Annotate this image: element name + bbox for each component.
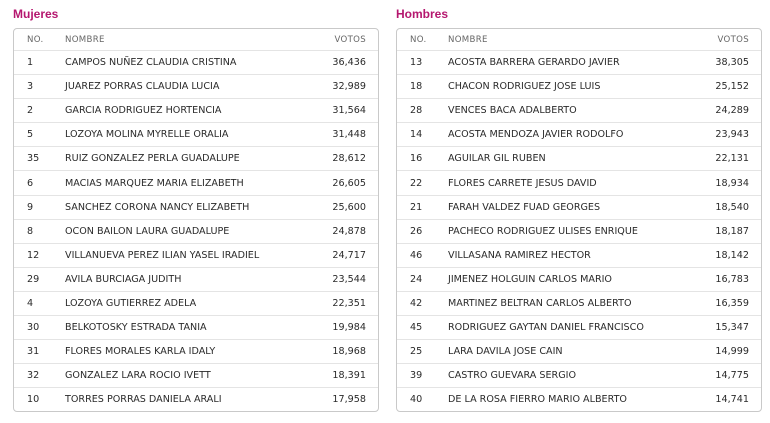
table-row: [14, 363, 378, 387]
candidate-votes: 14,741: [715, 394, 749, 406]
candidate-votes: 14,999: [715, 346, 749, 358]
candidate-name: AVILA BURCIAGA JUDITH: [65, 273, 182, 285]
candidate-number: 5: [27, 129, 34, 141]
table-row: [14, 74, 378, 98]
candidate-name: FLORES CARRETE JESUS DAVID: [448, 177, 597, 189]
candidate-votes: 38,305: [715, 57, 749, 69]
table-row: [397, 339, 761, 363]
column-header-nombre: NOMBRE: [65, 34, 105, 45]
table-row: [397, 195, 761, 219]
candidate-number: 32: [27, 370, 40, 382]
candidate-name: TORRES PORRAS DANIELA ARALI: [65, 394, 222, 406]
candidate-name: JIMENEZ HOLGUIN CARLOS MARIO: [448, 273, 612, 285]
table-row: [14, 50, 378, 74]
table-row: [397, 170, 761, 194]
candidate-votes: 25,152: [715, 81, 749, 93]
candidate-votes: 19,984: [332, 322, 366, 334]
candidate-votes: 28,612: [332, 153, 366, 165]
candidate-name: ACOSTA MENDOZA JAVIER RODOLFO: [448, 129, 624, 141]
table-row: [397, 50, 761, 74]
candidate-number: 26: [410, 225, 423, 237]
candidate-number: 18: [410, 81, 423, 93]
table-row: [14, 122, 378, 146]
table-row: [14, 98, 378, 122]
candidate-number: 31: [27, 346, 40, 358]
candidate-number: 46: [410, 249, 423, 261]
mujeres-panel: [13, 0, 379, 412]
candidate-votes: 31,564: [332, 105, 366, 117]
candidate-votes: 16,783: [715, 273, 749, 285]
candidate-name: FARAH VALDEZ FUAD GEORGES: [448, 201, 601, 213]
candidate-votes: 18,934: [715, 177, 749, 189]
hombres-table-header: [397, 29, 761, 50]
candidate-name: VILLASANA RAMIREZ HECTOR: [448, 249, 591, 261]
mujeres-table-header: [14, 29, 378, 50]
candidate-name: CASTRO GUEVARA SERGIO: [448, 370, 577, 382]
column-header-votos: VOTOS: [717, 34, 749, 45]
candidate-name: CAMPOS NUÑEZ CLAUDIA CRISTINA: [65, 57, 237, 69]
table-row: [397, 219, 761, 243]
table-row: [14, 315, 378, 339]
candidate-name: SANCHEZ CORONA NANCY ELIZABETH: [65, 201, 250, 213]
candidate-number: 10: [27, 394, 40, 406]
table-row: [397, 291, 761, 315]
table-row: [14, 195, 378, 219]
hombres-panel: [396, 0, 762, 412]
candidate-name: DE LA ROSA FIERRO MARIO ALBERTO: [448, 394, 627, 406]
table-row: [397, 146, 761, 170]
candidate-name: RODRIGUEZ GAYTAN DANIEL FRANCISCO: [448, 322, 644, 334]
candidate-votes: 14,775: [715, 370, 749, 382]
candidate-votes: 23,943: [715, 129, 749, 141]
candidate-name: RUIZ GONZALEZ PERLA GUADALUPE: [65, 153, 240, 165]
mujeres-title: Mujeres: [13, 7, 59, 21]
candidate-votes: 18,187: [715, 225, 749, 237]
candidate-name: BELKOTOSKY ESTRADA TANIA: [65, 322, 207, 334]
candidate-votes: 15,347: [715, 322, 749, 334]
candidate-votes: 24,717: [332, 249, 366, 261]
candidate-number: 24: [410, 273, 423, 285]
candidate-number: 35: [27, 153, 40, 165]
candidate-votes: 24,289: [715, 105, 749, 117]
candidate-number: 9: [27, 201, 34, 213]
candidate-number: 4: [27, 297, 34, 309]
table-row: [397, 363, 761, 387]
candidate-name: ACOSTA BARRERA GERARDO JAVIER: [448, 57, 620, 69]
table-row: [397, 315, 761, 339]
candidate-number: 25: [410, 346, 423, 358]
candidate-votes: 24,878: [332, 225, 366, 237]
candidate-number: 14: [410, 129, 423, 141]
candidate-name: MACIAS MARQUEZ MARIA ELIZABETH: [65, 177, 244, 189]
candidate-name: JUAREZ PORRAS CLAUDIA LUCIA: [65, 81, 220, 93]
table-row: [397, 387, 761, 411]
candidate-number: 45: [410, 322, 423, 334]
table-row: [14, 291, 378, 315]
candidate-number: 6: [27, 177, 34, 189]
candidate-name: FLORES MORALES KARLA IDALY: [65, 346, 216, 358]
candidate-name: OCON BAILON LAURA GUADALUPE: [65, 225, 230, 237]
candidate-votes: 16,359: [715, 297, 749, 309]
candidate-name: CHACON RODRIGUEZ JOSE LUIS: [448, 81, 601, 93]
candidate-number: 3: [27, 81, 34, 93]
table-row: [397, 122, 761, 146]
candidate-number: 21: [410, 201, 423, 213]
candidate-votes: 22,131: [715, 153, 749, 165]
candidate-name: VILLANUEVA PEREZ ILIAN YASEL IRADIEL: [65, 249, 260, 261]
candidate-number: 12: [27, 249, 40, 261]
candidate-number: 42: [410, 297, 423, 309]
candidate-name: AGUILAR GIL RUBEN: [448, 153, 546, 165]
table-row: [397, 267, 761, 291]
table-row: [14, 219, 378, 243]
candidate-votes: 32,989: [332, 81, 366, 93]
candidate-votes: 36,436: [332, 57, 366, 69]
candidate-votes: 18,540: [715, 201, 749, 213]
table-row: [397, 98, 761, 122]
table-row: [14, 146, 378, 170]
candidate-number: 16: [410, 153, 423, 165]
candidate-votes: 18,968: [332, 346, 366, 358]
candidate-votes: 22,351: [332, 297, 366, 309]
column-header-no: NO.: [27, 34, 44, 45]
candidate-name: LARA DAVILA JOSE CAIN: [448, 346, 563, 358]
mujeres-table: [13, 28, 379, 412]
candidate-name: MARTINEZ BELTRAN CARLOS ALBERTO: [448, 297, 632, 309]
candidate-name: PACHECO RODRIGUEZ ULISES ENRIQUE: [448, 225, 638, 237]
candidate-votes: 18,142: [715, 249, 749, 261]
candidate-number: 8: [27, 225, 34, 237]
candidate-number: 2: [27, 105, 34, 117]
column-header-no: NO.: [410, 34, 427, 45]
candidate-votes: 25,600: [332, 201, 366, 213]
candidate-number: 13: [410, 57, 423, 69]
table-row: [397, 243, 761, 267]
candidate-name: VENCES BACA ADALBERTO: [448, 105, 577, 117]
table-row: [14, 243, 378, 267]
table-row: [397, 74, 761, 98]
candidate-votes: 17,958: [332, 394, 366, 406]
candidate-number: 1: [27, 57, 34, 69]
table-row: [14, 387, 378, 411]
candidate-votes: 31,448: [332, 129, 366, 141]
candidate-name: LOZOYA GUTIERREZ ADELA: [65, 297, 197, 309]
candidate-name: GONZALEZ LARA ROCIO IVETT: [65, 370, 211, 382]
candidate-name: GARCIA RODRIGUEZ HORTENCIA: [65, 105, 222, 117]
table-row: [14, 339, 378, 363]
candidate-votes: 23,544: [332, 273, 366, 285]
hombres-title: Hombres: [396, 7, 449, 21]
candidate-votes: 26,605: [332, 177, 366, 189]
table-row: [14, 267, 378, 291]
candidate-number: 22: [410, 177, 423, 189]
column-header-votos: VOTOS: [334, 34, 366, 45]
hombres-table: [396, 28, 762, 412]
candidate-number: 29: [27, 273, 40, 285]
candidate-name: LOZOYA MOLINA MYRELLE ORALIA: [65, 129, 229, 141]
column-header-nombre: NOMBRE: [448, 34, 488, 45]
candidate-number: 30: [27, 322, 40, 334]
candidate-number: 28: [410, 105, 423, 117]
table-row: [14, 170, 378, 194]
candidate-number: 39: [410, 370, 423, 382]
candidate-votes: 18,391: [332, 370, 366, 382]
candidate-number: 40: [410, 394, 423, 406]
